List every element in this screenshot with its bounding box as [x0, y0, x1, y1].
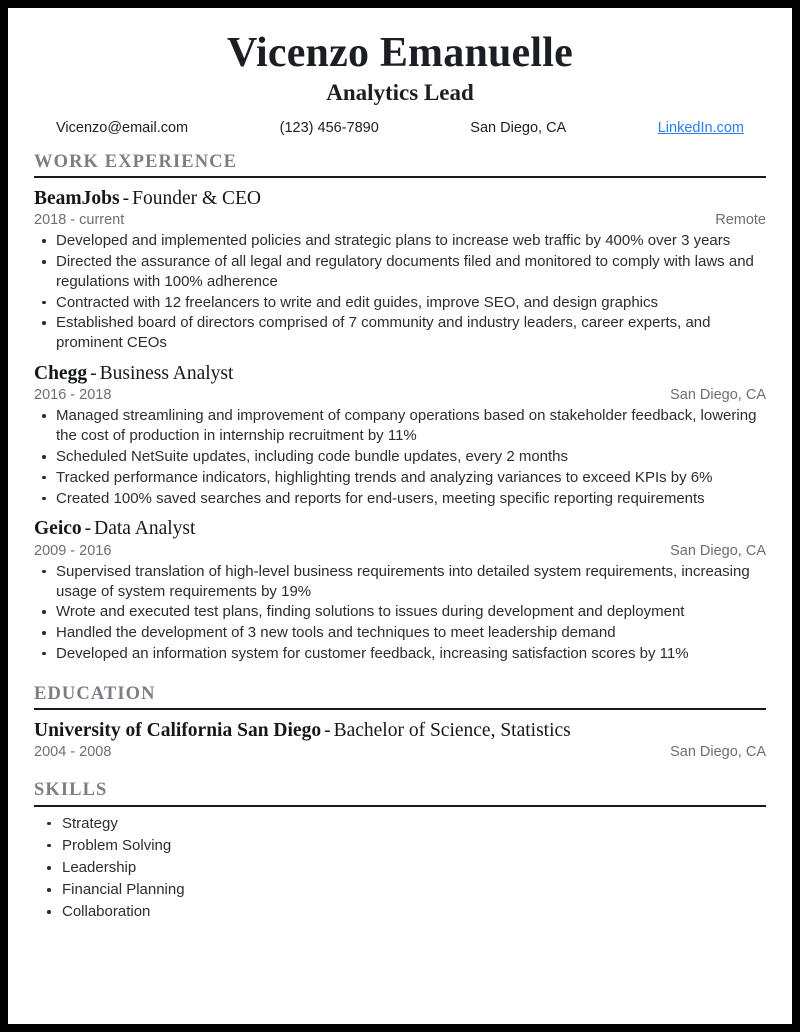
contact-phone[interactable]: (123) 456-7890: [279, 119, 379, 136]
work-entry-role: Founder & CEO: [132, 187, 262, 209]
education-entry-separator: -: [324, 720, 331, 742]
work-entry-location: Remote: [715, 212, 766, 229]
section-education: [34, 684, 766, 761]
work-entry-bullets: [34, 562, 766, 664]
section-work-experience: [34, 152, 766, 664]
education-school: University of California San Diego: [34, 720, 322, 742]
work-entry-location: San Diego, CA: [670, 542, 766, 559]
skills-list: [34, 813, 766, 924]
work-entry-dates: 2016 - 2018: [34, 387, 112, 404]
list-item: Developed an information system for customer feedback, increasing satisfaction scores by 11%: [34, 644, 766, 664]
education-entry-title-line: [34, 719, 766, 743]
work-entry-bullets: [34, 231, 766, 353]
section-heading-skills: SKILLS: [34, 780, 108, 801]
contact-email[interactable]: Vicenzo@email.com: [56, 119, 189, 136]
work-entry-title-line: [34, 362, 766, 386]
contact-location: San Diego, CA: [470, 119, 567, 136]
contact-linkedin-link[interactable]: LinkedIn.com: [657, 119, 744, 136]
education-location: San Diego, CA: [670, 744, 766, 761]
work-entry-company: Chegg: [34, 363, 88, 385]
list-item: Leadership: [34, 857, 766, 879]
list-item: Problem Solving: [34, 835, 766, 857]
list-item: Wrote and executed test plans, finding solutions to issues during development and deployment: [34, 602, 766, 622]
list-item: Strategy: [34, 813, 766, 835]
page-title: Vicenzo Emanuelle: [227, 30, 573, 76]
work-entry-role: Data Analyst: [94, 518, 196, 540]
work-entry-separator: -: [84, 518, 92, 540]
work-entry-dates: 2018 - current: [34, 212, 125, 229]
education-entry: [34, 719, 766, 760]
list-item: Supervised translation of high-level business requirements into detailed system requirements, increasing usage of system requirements by 19%: [34, 562, 766, 602]
section-heading-work-experience: WORK EXPERIENCE: [34, 151, 238, 172]
list-item: Established board of directors comprised of 7 community and industry leaders, career experts, and prominent CEOs: [34, 313, 766, 353]
work-entry-separator: -: [122, 187, 130, 209]
list-item: Created 100% saved searches and reports for end-users, meeting specific reporting requirements: [34, 489, 766, 509]
contact-row: [34, 117, 766, 136]
work-entry-company: BeamJobs: [34, 187, 120, 209]
candidate-job-title: Analytics Lead: [326, 80, 474, 106]
education-entry-meta: [34, 744, 766, 760]
section-divider: [34, 708, 766, 710]
section-skills: [34, 780, 766, 923]
section-divider: [34, 805, 766, 807]
work-entry-title-line: [34, 187, 766, 211]
list-item: Directed the assurance of all legal and regulatory documents filed and monitored to comply with laws and regulations with 100% adherence: [34, 252, 766, 292]
work-entry-separator: -: [90, 363, 97, 385]
list-item: Tracked performance indicators, highlighting trends and analyzing variances to exceed KPIs by 6%: [34, 468, 766, 488]
work-entry-meta: [34, 543, 766, 559]
work-entry-meta: [34, 212, 766, 228]
section-heading-education: EDUCATION: [34, 683, 156, 704]
work-entry-role: Business Analyst: [99, 363, 234, 385]
list-item: Managed streamlining and improvement of company operations based on stakeholder feedback, lowering the cost of production in internship recruitment by 11%: [34, 406, 766, 446]
work-entry-bullets: [34, 406, 766, 508]
work-entry: [34, 362, 766, 508]
list-item: Developed and implemented policies and strategic plans to increase web traffic by 400% over 3 years: [34, 231, 766, 251]
section-divider: [34, 176, 766, 178]
resume-header: [34, 30, 766, 136]
work-entry-location: San Diego, CA: [670, 387, 766, 404]
work-entry-dates: 2009 - 2016: [34, 542, 112, 559]
resume-document: [8, 8, 792, 1024]
list-item: Handled the development of 3 new tools and techniques to meet leadership demand: [34, 623, 766, 643]
work-entry-company: Geico: [34, 518, 82, 540]
work-entry-title-line: [34, 517, 766, 541]
work-entry: [34, 517, 766, 663]
list-item: Collaboration: [34, 901, 766, 923]
education-degree: Bachelor of Science, Statistics: [333, 720, 571, 742]
work-entry: [34, 187, 766, 353]
list-item: Contracted with 12 freelancers to write and edit guides, improve SEO, and design graphics: [34, 293, 766, 313]
list-item: Scheduled NetSuite updates, including code bundle updates, every 2 months: [34, 447, 766, 467]
list-item: Financial Planning: [34, 879, 766, 901]
work-entry-meta: [34, 387, 766, 403]
education-dates: 2004 - 2008: [34, 744, 112, 761]
